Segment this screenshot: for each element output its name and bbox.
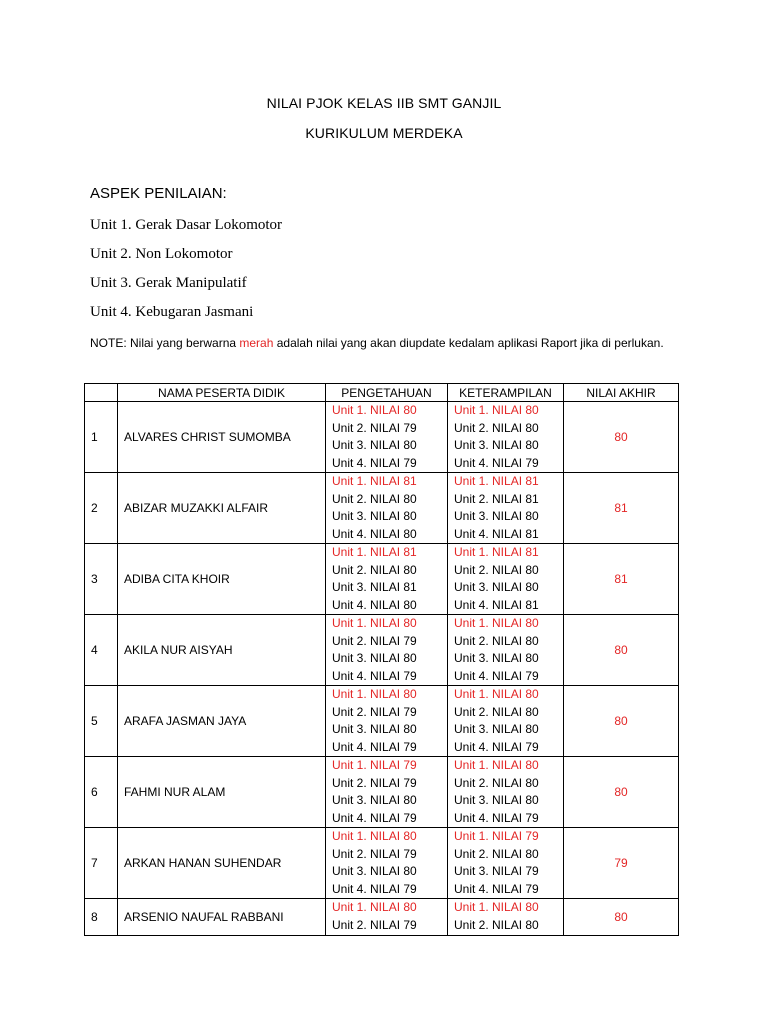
skill-score-line: Unit 4. NILAI 79	[454, 739, 539, 754]
knowledge-score-line: Unit 3. NILAI 81	[332, 580, 417, 594]
skill-score-line: Unit 4. NILAI 79	[454, 810, 539, 825]
knowledge-score-line: Unit 2. NILAI 80	[332, 491, 417, 506]
row-number: 3	[85, 544, 118, 615]
knowledge-score-line: Unit 2. NILAI 79	[332, 633, 417, 648]
note-paragraph	[90, 334, 690, 353]
document-title: NILAI PJOK KELAS IIB SMT GANJIL	[266, 95, 502, 111]
table-row	[85, 473, 679, 544]
knowledge-scores	[326, 899, 448, 936]
header-name: NAMA PESERTA DIDIK	[118, 384, 326, 402]
row-number: 4	[85, 615, 118, 686]
knowledge-score-line: Unit 3. NILAI 80	[332, 722, 417, 736]
final-score: 79	[564, 828, 679, 899]
skill-scores	[448, 402, 564, 473]
knowledge-score-line: Unit 4. NILAI 79	[332, 881, 417, 896]
header-skill: KETERAMPILAN	[448, 384, 564, 402]
skill-score-line: Unit 3. NILAI 79	[454, 864, 539, 878]
knowledge-score-line: Unit 1. NILAI 81	[332, 545, 417, 559]
aspect-heading: ASPEK PENILAIAN:	[90, 185, 227, 202]
row-number: 7	[85, 828, 118, 899]
header-no	[85, 384, 118, 402]
knowledge-score-line: Unit 2. NILAI 79	[332, 704, 417, 719]
skill-score-line: Unit 3. NILAI 80	[454, 722, 539, 736]
skill-score-line: Unit 1. NILAI 81	[454, 545, 539, 559]
skill-score-line: Unit 3. NILAI 80	[454, 793, 539, 807]
knowledge-score-line: Unit 2. NILAI 79	[332, 846, 417, 861]
knowledge-score-line: Unit 1. NILAI 79	[332, 758, 417, 772]
unit-description-1: Unit 1. Gerak Dasar Lokomotor	[90, 217, 283, 233]
skill-scores	[448, 544, 564, 615]
table-row	[85, 899, 679, 936]
knowledge-score-line: Unit 2. NILAI 79	[332, 775, 417, 790]
knowledge-scores	[326, 757, 448, 828]
row-number: 2	[85, 473, 118, 544]
skill-score-line: Unit 1. NILAI 80	[454, 403, 539, 417]
knowledge-scores	[326, 544, 448, 615]
knowledge-score-line: Unit 2. NILAI 80	[332, 562, 417, 577]
final-score: 81	[564, 544, 679, 615]
knowledge-scores	[326, 686, 448, 757]
knowledge-score-line: Unit 3. NILAI 80	[332, 509, 417, 523]
skill-score-line: Unit 2. NILAI 80	[454, 846, 539, 861]
row-number: 8	[85, 899, 118, 936]
skill-scores	[448, 828, 564, 899]
skill-score-line: Unit 4. NILAI 81	[454, 597, 539, 612]
skill-score-line: Unit 1. NILAI 80	[454, 900, 539, 914]
skill-score-line: Unit 1. NILAI 80	[454, 687, 539, 701]
final-score: 80	[564, 615, 679, 686]
student-name: ABIZAR MUZAKKI ALFAIR	[118, 473, 326, 544]
header-knowledge: PENGETAHUAN	[326, 384, 448, 402]
table-row	[85, 757, 679, 828]
table-body	[85, 402, 679, 936]
skill-score-line: Unit 3. NILAI 80	[454, 509, 539, 523]
skill-score-line: Unit 1. NILAI 80	[454, 616, 539, 630]
final-score: 81	[564, 473, 679, 544]
knowledge-scores	[326, 615, 448, 686]
skill-score-line: Unit 4. NILAI 81	[454, 526, 539, 541]
knowledge-score-line: Unit 3. NILAI 80	[332, 793, 417, 807]
skill-scores	[448, 473, 564, 544]
skill-score-line: Unit 4. NILAI 79	[454, 668, 539, 683]
final-score: 80	[564, 757, 679, 828]
knowledge-score-line: Unit 4. NILAI 80	[332, 597, 417, 612]
student-name: ARSENIO NAUFAL RABBANI	[118, 899, 326, 936]
knowledge-score-line: Unit 3. NILAI 80	[332, 651, 417, 665]
note-suffix: adalah nilai yang akan diupdate kedalam aplikasi Raport jika di perlukan.	[273, 336, 664, 350]
knowledge-score-line: Unit 4. NILAI 80	[332, 526, 417, 541]
knowledge-score-line: Unit 4. NILAI 79	[332, 739, 417, 754]
knowledge-score-line: Unit 2. NILAI 79	[332, 420, 417, 435]
student-name: ARKAN HANAN SUHENDAR	[118, 828, 326, 899]
note-prefix: NOTE: Nilai yang berwarna	[90, 336, 240, 350]
knowledge-score-line: Unit 1. NILAI 81	[332, 474, 417, 488]
skill-score-line: Unit 3. NILAI 80	[454, 580, 539, 594]
document-subtitle: KURIKULUM MERDEKA	[305, 125, 463, 141]
skill-score-line: Unit 4. NILAI 79	[454, 881, 539, 896]
student-name: FAHMI NUR ALAM	[118, 757, 326, 828]
skill-score-line: Unit 3. NILAI 80	[454, 438, 539, 452]
skill-score-line: Unit 2. NILAI 80	[454, 420, 539, 435]
table-row	[85, 686, 679, 757]
knowledge-score-line: Unit 1. NILAI 80	[332, 900, 417, 914]
final-score: 80	[564, 899, 679, 936]
knowledge-score-line: Unit 1. NILAI 80	[332, 403, 417, 417]
knowledge-score-line: Unit 4. NILAI 79	[332, 455, 417, 470]
final-score: 80	[564, 402, 679, 473]
skill-score-line: Unit 2. NILAI 80	[454, 917, 539, 932]
skill-score-line: Unit 2. NILAI 80	[454, 704, 539, 719]
skill-score-line: Unit 2. NILAI 80	[454, 562, 539, 577]
table-header-row	[85, 384, 679, 402]
unit-description-3: Unit 3. Gerak Manipulatif	[90, 275, 247, 291]
skill-scores	[448, 899, 564, 936]
student-name: ALVARES CHRIST SUMOMBA	[118, 402, 326, 473]
skill-score-line: Unit 1. NILAI 81	[454, 474, 539, 488]
table-row	[85, 402, 679, 473]
skill-score-line: Unit 1. NILAI 79	[454, 829, 539, 843]
student-name: ADIBA CITA KHOIR	[118, 544, 326, 615]
skill-score-line: Unit 2. NILAI 80	[454, 633, 539, 648]
skill-score-line: Unit 4. NILAI 79	[454, 455, 539, 470]
knowledge-score-line: Unit 1. NILAI 80	[332, 687, 417, 701]
knowledge-score-line: Unit 4. NILAI 79	[332, 668, 417, 683]
knowledge-score-line: Unit 4. NILAI 79	[332, 810, 417, 825]
skill-score-line: Unit 3. NILAI 80	[454, 651, 539, 665]
knowledge-scores	[326, 473, 448, 544]
row-number: 1	[85, 402, 118, 473]
skill-score-line: Unit 2. NILAI 81	[454, 491, 539, 506]
row-number: 6	[85, 757, 118, 828]
table-row	[85, 544, 679, 615]
final-score: 80	[564, 686, 679, 757]
knowledge-score-line: Unit 3. NILAI 80	[332, 864, 417, 878]
table-row	[85, 615, 679, 686]
knowledge-score-line: Unit 1. NILAI 80	[332, 829, 417, 843]
knowledge-score-line: Unit 1. NILAI 80	[332, 616, 417, 630]
table-row	[85, 828, 679, 899]
skill-score-line: Unit 1. NILAI 80	[454, 758, 539, 772]
grades-table	[84, 383, 679, 936]
skill-scores	[448, 757, 564, 828]
knowledge-scores	[326, 828, 448, 899]
skill-scores	[448, 686, 564, 757]
row-number: 5	[85, 686, 118, 757]
unit-description-4: Unit 4. Kebugaran Jasmani	[90, 304, 254, 320]
student-name: AKILA NUR AISYAH	[118, 615, 326, 686]
knowledge-score-line: Unit 2. NILAI 79	[332, 917, 417, 932]
unit-description-2: Unit 2. Non Lokomotor	[90, 246, 233, 262]
knowledge-scores	[326, 402, 448, 473]
skill-score-line: Unit 2. NILAI 80	[454, 775, 539, 790]
knowledge-score-line: Unit 3. NILAI 80	[332, 438, 417, 452]
note-highlight: merah	[239, 336, 274, 350]
skill-scores	[448, 615, 564, 686]
student-name: ARAFA JASMAN JAYA	[118, 686, 326, 757]
header-final: NILAI AKHIR	[564, 384, 679, 402]
